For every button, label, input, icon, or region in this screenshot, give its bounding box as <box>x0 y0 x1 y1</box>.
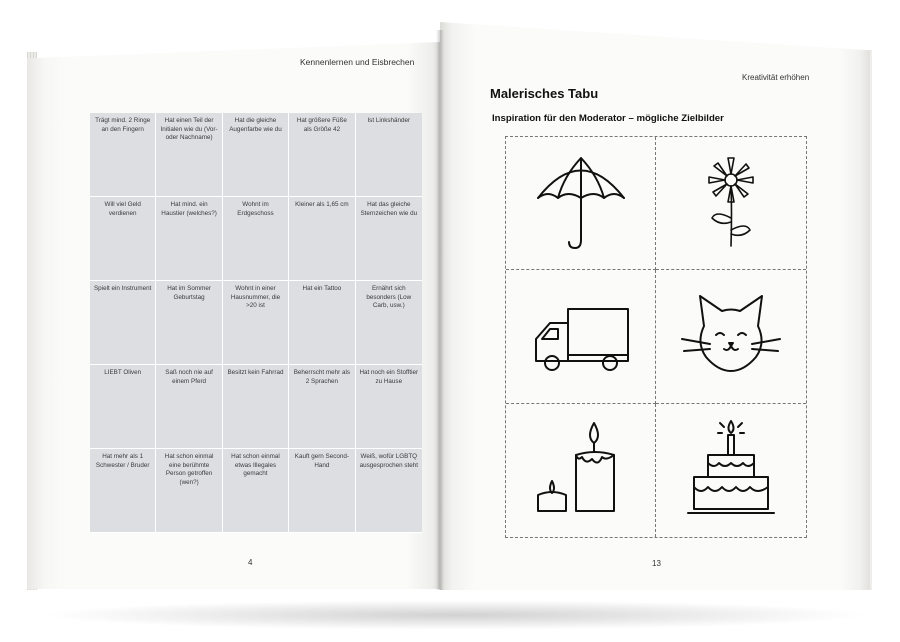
bingo-cell: Saß noch nie auf einem Pferd <box>156 365 222 449</box>
bingo-cell: Hat mehr als 1 Schwester / Bruder <box>90 449 156 533</box>
bingo-cell: Hat mind. ein Haustier (welches?) <box>156 197 222 281</box>
right-page-header: Kreativität erhöhen <box>742 73 810 82</box>
picture-grid <box>505 136 807 538</box>
bingo-cell: Hat das gleiche Sternzeichen wie du <box>356 197 422 281</box>
truck-icon <box>526 281 636 391</box>
right-page-number: 13 <box>652 559 661 568</box>
cat-icon <box>676 281 786 391</box>
left-page-header: Kennenlernen und Eisbrechen <box>300 57 415 67</box>
bingo-cell: LIEBT Oliven <box>90 365 156 449</box>
flower-icon <box>676 148 786 258</box>
bingo-cell: Spielt ein Instrument <box>90 281 156 365</box>
bingo-cell: Besitzt kein Fahrrad <box>223 365 289 449</box>
page-subtitle: Inspiration für den Moderator – mögliche Zielbilder <box>492 113 724 124</box>
bingo-cell: Beherrscht mehr als 2 Sprachen <box>289 365 355 449</box>
bingo-cell: Hat größere Füße als Größe 42 <box>289 113 355 197</box>
bingo-cell: Trägt mind. 2 Ringe an den Fingern <box>90 113 156 197</box>
picture-cell <box>656 404 806 537</box>
umbrella-icon <box>526 148 636 258</box>
book-shadow <box>40 600 870 630</box>
bingo-cell: Ernährt sich besonders (Low Carb, usw.) <box>356 281 422 365</box>
picture-cell <box>506 137 656 270</box>
bingo-cell: Kleiner als 1,65 cm <box>289 197 355 281</box>
bingo-cell: Kauft gern Second-Hand <box>289 449 355 533</box>
bingo-cell: Hat im Sommer Geburtstag <box>156 281 222 365</box>
picture-cell <box>506 270 656 403</box>
picture-cell <box>656 137 806 270</box>
bingo-cell: Wohnt im Erdgeschoss <box>223 197 289 281</box>
page-title: Malerisches Tabu <box>490 86 599 101</box>
left-page-number: 4 <box>248 558 253 567</box>
bingo-cell: Hat die gleiche Augenfarbe wie du <box>223 113 289 197</box>
bingo-cell: Wohnt in einer Hausnummer, die >20 ist <box>223 281 289 365</box>
bingo-cell: Hat schon einmal eine berühmte Person getroffen (wen?) <box>156 449 222 533</box>
bingo-cell: Weiß, wofür LGBTQ ausgesprochen steht <box>356 449 422 533</box>
picture-cell <box>506 404 656 537</box>
bingo-cell: Will viel Geld verdienen <box>90 197 156 281</box>
book-spine <box>436 30 444 590</box>
picture-cell <box>656 270 806 403</box>
bingo-cell: Hat schon einmal etwas Illegales gemacht <box>223 449 289 533</box>
bingo-cell: Hat ein Tattoo <box>289 281 355 365</box>
bingo-cell: Hat noch ein Stofftier zu Hause <box>356 365 422 449</box>
cake-icon <box>676 415 786 525</box>
candles-icon <box>526 415 636 525</box>
bingo-cell: Hat einen Teil der Initialen wie du (Vor- oder Nachname) <box>156 113 222 197</box>
bingo-grid <box>90 113 422 533</box>
bingo-cell: Ist Linkshänder <box>356 113 422 197</box>
